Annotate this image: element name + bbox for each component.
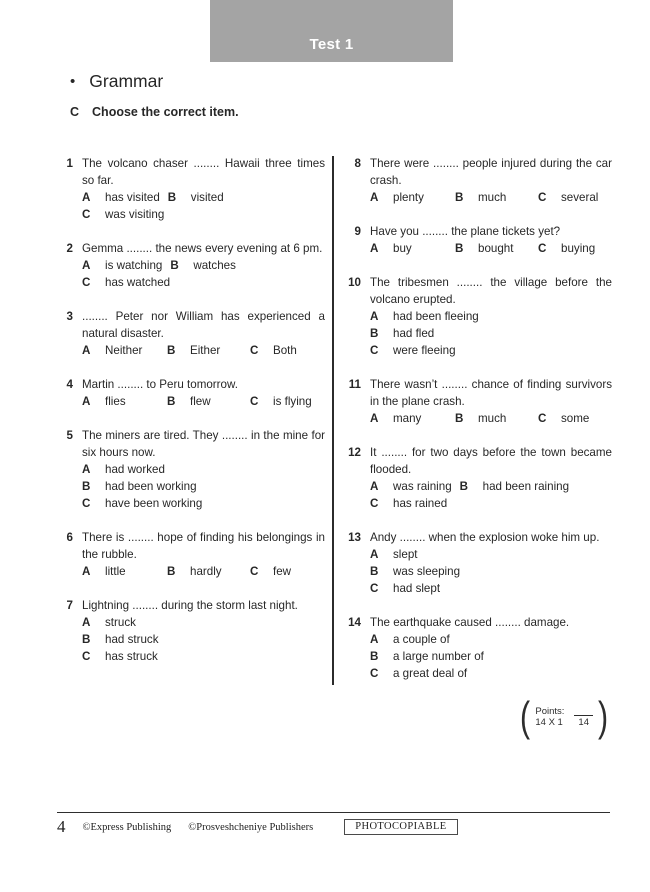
- option-letter: A: [370, 480, 379, 493]
- question-number: 12: [348, 446, 361, 459]
- option-C: [250, 393, 320, 410]
- option-text: has rained: [393, 497, 448, 510]
- question-number: 9: [354, 225, 361, 238]
- option-B: [170, 257, 253, 274]
- test-banner: [210, 0, 453, 62]
- question-body: [82, 427, 325, 512]
- option-text: was sleeping: [393, 565, 461, 578]
- option-letter: B: [170, 259, 179, 272]
- option-A: [82, 257, 170, 274]
- option-letter: B: [455, 242, 464, 255]
- question-number: 5: [66, 429, 73, 442]
- question-6: [60, 529, 325, 580]
- option-letter: A: [370, 191, 379, 204]
- option-text: had been fleeing: [393, 310, 479, 323]
- option-text: Both: [273, 344, 297, 357]
- option-A: [370, 631, 458, 648]
- option-row: [82, 393, 325, 410]
- option-letter: C: [250, 344, 259, 357]
- option-text: has struck: [105, 650, 158, 663]
- option-text: has watched: [105, 276, 171, 289]
- option-text: bought: [478, 242, 514, 255]
- option-text: Either: [190, 344, 221, 357]
- option-row: [370, 648, 612, 665]
- option-text: much: [478, 412, 507, 425]
- option-B: [168, 189, 251, 206]
- question-number: 7: [66, 599, 73, 612]
- option-letter: A: [370, 548, 379, 561]
- option-text: flew: [190, 395, 211, 408]
- exercise-instruction: [70, 105, 239, 119]
- option-letter: A: [82, 395, 91, 408]
- option-A: [370, 478, 460, 495]
- option-text: buying: [561, 242, 596, 255]
- question-stem: The volcano chaser ........ Hawaii three times so far.: [82, 157, 325, 187]
- option-letter: B: [370, 650, 379, 663]
- option-row: [82, 206, 325, 223]
- option-text: few: [273, 565, 292, 578]
- question-body: [370, 155, 612, 206]
- questions-column-left: [60, 155, 332, 735]
- option-letter: A: [370, 310, 379, 323]
- points-close-paren: ): [597, 693, 609, 740]
- option-A: [82, 393, 167, 410]
- option-text: had fled: [393, 327, 435, 340]
- option-letter: C: [82, 208, 91, 221]
- option-text: were fleeing: [393, 344, 456, 357]
- option-letter: B: [455, 191, 464, 204]
- question-stem: Andy ........ when the explosion woke him up.: [370, 531, 600, 544]
- option-C: [370, 580, 448, 597]
- column-divider-line: [332, 156, 334, 685]
- option-letter: B: [370, 327, 379, 340]
- test-title: Test 1: [309, 36, 354, 53]
- photocopiable-stamp: PHOTOCOPIABLE: [344, 819, 457, 835]
- question-number: 10: [348, 276, 361, 289]
- option-A: [370, 546, 426, 563]
- option-text: has visited: [105, 191, 160, 204]
- option-text: had struck: [105, 633, 159, 646]
- section-heading: [70, 71, 163, 92]
- option-text: had been raining: [482, 480, 570, 493]
- option-letter: B: [167, 344, 176, 357]
- option-C: [538, 189, 606, 206]
- question-1: [60, 155, 325, 223]
- option-letter: B: [459, 480, 469, 493]
- question-stem: It ........ for two days before the town became flooded.: [370, 446, 612, 476]
- option-C: [370, 665, 475, 682]
- page-footer: [57, 812, 610, 837]
- question-stem: Lightning ........ during the storm last night.: [82, 599, 298, 612]
- option-A: [370, 189, 455, 206]
- question-9: [343, 223, 612, 257]
- option-row: [370, 665, 612, 682]
- question-number: 1: [66, 157, 73, 170]
- option-letter: A: [82, 616, 91, 629]
- option-letter: C: [538, 412, 547, 425]
- questions-column-right-list: [343, 155, 612, 682]
- question-number: 3: [66, 310, 73, 323]
- question-14: [343, 614, 612, 682]
- page-number: 4: [57, 817, 66, 836]
- question-body: [370, 614, 612, 682]
- question-11: [343, 376, 612, 427]
- option-B: [167, 393, 250, 410]
- option-row: [82, 478, 325, 495]
- question-body: [370, 529, 612, 597]
- question-body: [82, 376, 325, 410]
- option-letter: B: [167, 191, 177, 204]
- option-letter: C: [538, 242, 547, 255]
- copyright-prosveshcheniye: ©Prosveshcheniye Publishers: [188, 821, 314, 833]
- section-title: Grammar: [89, 71, 164, 91]
- option-text: a great deal of: [393, 667, 468, 680]
- option-text: was raining: [393, 480, 452, 493]
- question-number: 2: [66, 242, 73, 255]
- question-2: [60, 240, 325, 291]
- option-row: [82, 648, 325, 665]
- option-text: had slept: [393, 582, 441, 595]
- question-7: [60, 597, 325, 665]
- option-letter: C: [370, 344, 379, 357]
- option-row: [82, 614, 325, 631]
- option-A: [82, 563, 167, 580]
- option-text: had been working: [105, 480, 197, 493]
- option-row: [370, 189, 612, 206]
- option-text: is watching: [105, 259, 163, 272]
- option-letter: C: [370, 497, 379, 510]
- option-B: [82, 478, 205, 495]
- option-C: [82, 648, 166, 665]
- question-number: 14: [348, 616, 361, 629]
- question-body: [370, 274, 612, 359]
- question-body: [82, 155, 325, 223]
- option-row: [370, 342, 612, 359]
- option-text: a large number of: [393, 650, 484, 663]
- option-C: [370, 342, 464, 359]
- option-text: was visiting: [105, 208, 165, 221]
- question-number: 13: [348, 531, 361, 544]
- question-stem: Have you ........ the plane tickets yet?: [370, 225, 561, 238]
- option-C: [538, 410, 597, 427]
- question-4: [60, 376, 325, 410]
- question-body: [370, 376, 612, 427]
- option-letter: A: [82, 191, 91, 204]
- question-body: [82, 529, 325, 580]
- question-13: [343, 529, 612, 597]
- option-letter: B: [370, 565, 379, 578]
- option-letter: A: [82, 259, 91, 272]
- option-C: [538, 240, 603, 257]
- question-stem: There is ........ hope of finding his belongings in the rubble.: [82, 531, 325, 561]
- points-core: [535, 706, 593, 729]
- option-letter: C: [370, 582, 379, 595]
- question-stem: Martin ........ to Peru tomorrow.: [82, 378, 238, 391]
- option-text: watches: [193, 259, 236, 272]
- option-row: [370, 546, 612, 563]
- option-C: [370, 495, 455, 512]
- option-row: [370, 240, 612, 257]
- option-B: [455, 189, 538, 206]
- option-text: several: [561, 191, 599, 204]
- option-row: [370, 495, 612, 512]
- question-body: [370, 223, 612, 257]
- option-B: [370, 648, 492, 665]
- option-text: have been working: [105, 497, 203, 510]
- exercise-letter: C: [70, 105, 80, 119]
- option-B: [167, 342, 250, 359]
- question-number: 8: [354, 157, 361, 170]
- option-letter: C: [538, 191, 547, 204]
- option-letter: C: [82, 497, 91, 510]
- option-A: [370, 240, 455, 257]
- option-text: had worked: [105, 463, 165, 476]
- option-text: buy: [393, 242, 412, 255]
- option-text: plenty: [393, 191, 424, 204]
- points-label: Points:: [535, 705, 565, 717]
- option-row: [82, 274, 325, 291]
- option-letter: B: [167, 395, 176, 408]
- option-letter: A: [82, 565, 91, 578]
- option-B: [370, 563, 468, 580]
- option-row: [82, 189, 325, 206]
- points-calculation: 14 X 1: [535, 717, 563, 728]
- option-C: [250, 563, 299, 580]
- option-A: [82, 342, 167, 359]
- option-letter: B: [82, 480, 91, 493]
- question-3: [60, 308, 325, 359]
- option-C: [82, 206, 172, 223]
- option-row: [82, 495, 325, 512]
- option-letter: A: [82, 463, 91, 476]
- option-A: [82, 461, 173, 478]
- option-C: [250, 342, 305, 359]
- option-row: [370, 325, 612, 342]
- option-letter: C: [250, 395, 259, 408]
- option-row: [370, 580, 612, 597]
- option-text: flies: [105, 395, 126, 408]
- option-text: Neither: [105, 344, 143, 357]
- option-row: [370, 410, 612, 427]
- option-letter: C: [82, 276, 91, 289]
- option-row: [370, 563, 612, 580]
- option-text: much: [478, 191, 507, 204]
- bullet-icon: •: [70, 73, 76, 90]
- option-letter: B: [82, 633, 91, 646]
- option-letter: B: [455, 412, 464, 425]
- option-text: little: [105, 565, 126, 578]
- option-row: [82, 461, 325, 478]
- option-letter: A: [370, 633, 379, 646]
- option-row: [82, 631, 325, 648]
- question-stem: Gemma ........ the news every evening at 6 pm.: [82, 242, 323, 255]
- option-letter: B: [167, 565, 176, 578]
- option-B: [455, 410, 538, 427]
- copyright-express: ©Express Publishing: [82, 821, 172, 833]
- question-body: [82, 597, 325, 665]
- question-body: [82, 308, 325, 359]
- option-letter: A: [370, 412, 379, 425]
- question-stem: ........ Peter nor William has experienced a natural disaster.: [82, 310, 325, 340]
- question-stem: The miners are tired. They ........ in the mine for six hours now.: [82, 429, 325, 459]
- option-row: [370, 478, 612, 495]
- question-stem: The tribesmen ........ the village before the volcano erupted.: [370, 276, 612, 306]
- option-letter: C: [250, 565, 259, 578]
- option-row: [82, 563, 325, 580]
- exercise-instruction-text: Choose the correct item.: [92, 105, 239, 119]
- question-number: 4: [66, 378, 73, 391]
- option-text: hardly: [190, 565, 222, 578]
- question-number: 6: [66, 531, 73, 544]
- option-text: many: [393, 412, 422, 425]
- question-number: 11: [348, 378, 361, 391]
- option-text: some: [561, 412, 590, 425]
- option-text: visited: [190, 191, 224, 204]
- question-stem: The earthquake caused ........ damage.: [370, 616, 570, 629]
- points-formula: [535, 706, 564, 729]
- question-8: [343, 155, 612, 206]
- option-B: [167, 563, 250, 580]
- points-total: 14: [574, 715, 593, 729]
- option-B: [460, 478, 577, 495]
- question-12: [343, 444, 612, 512]
- option-letter: C: [82, 650, 91, 663]
- option-A: [370, 308, 487, 325]
- option-B: [370, 325, 442, 342]
- question-5: [60, 427, 325, 512]
- option-letter: C: [370, 667, 379, 680]
- option-text: struck: [105, 616, 136, 629]
- questions-area: [60, 155, 612, 740]
- points-open-paren: (: [520, 693, 531, 740]
- option-C: [82, 495, 210, 512]
- option-row: [370, 631, 612, 648]
- option-B: [82, 631, 167, 648]
- question-10: [343, 274, 612, 359]
- option-row: [370, 308, 612, 325]
- question-stem: There were ........ people injured during the car crash.: [370, 157, 612, 187]
- option-text: is flying: [273, 395, 312, 408]
- questions-column-right: [343, 155, 612, 740]
- question-body: [82, 240, 325, 291]
- option-row: [82, 257, 325, 274]
- option-A: [82, 614, 144, 631]
- question-body: [370, 444, 612, 512]
- points-box: [343, 693, 612, 740]
- option-letter: A: [82, 344, 91, 357]
- option-A: [82, 189, 168, 206]
- option-text: a couple of: [393, 633, 450, 646]
- question-stem: There wasn’t ........ chance of finding survivors in the plane crash.: [370, 378, 612, 408]
- option-B: [455, 240, 538, 257]
- option-A: [370, 410, 455, 427]
- option-text: slept: [393, 548, 418, 561]
- option-row: [82, 342, 325, 359]
- option-C: [82, 274, 178, 291]
- option-letter: A: [370, 242, 379, 255]
